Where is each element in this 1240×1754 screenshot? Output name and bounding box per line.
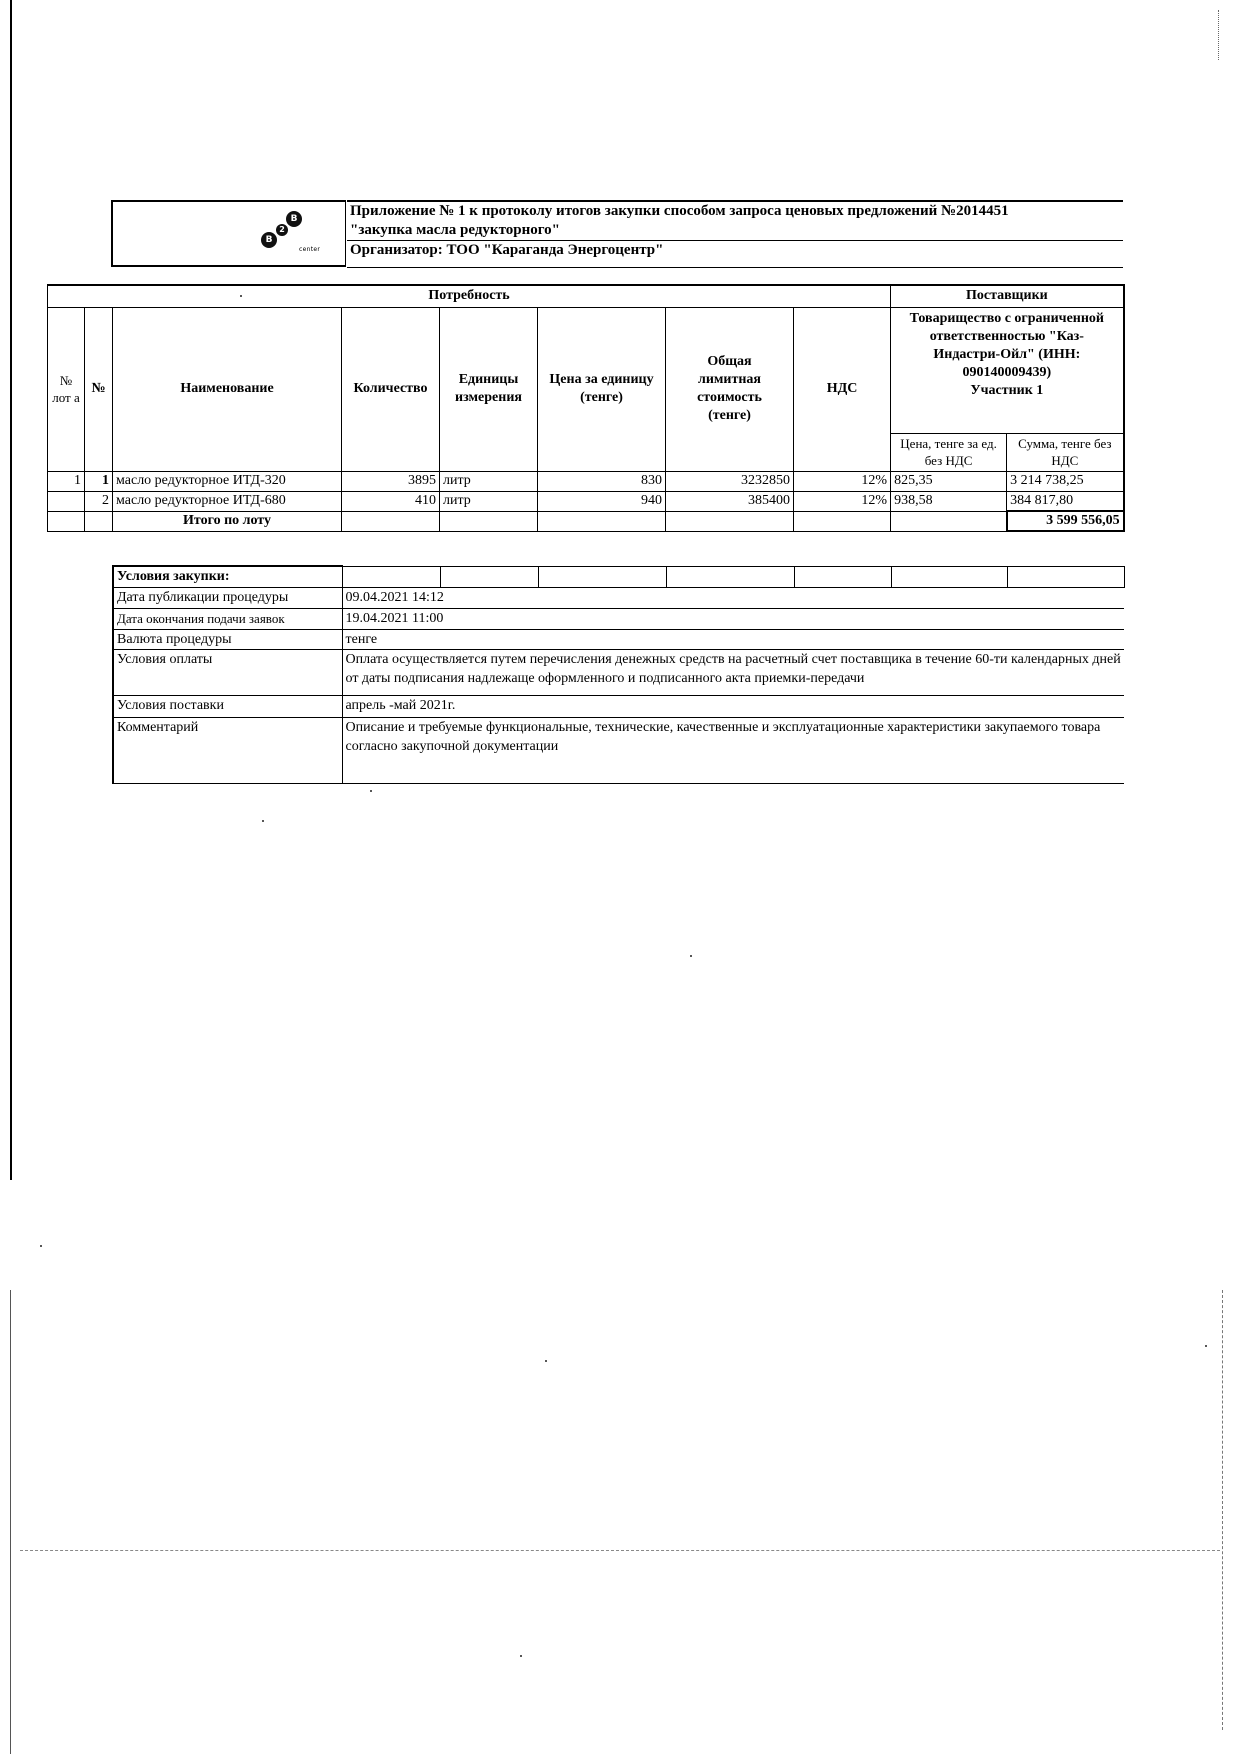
cell-empty [538,511,666,531]
cell-no: 1 [85,471,113,491]
logo-mark-b-right: B [286,211,302,227]
cell-empty [794,511,891,531]
scan-right-ticks [1208,1290,1223,1730]
scan-speck [690,955,692,957]
header-title: Приложение № 1 к протоколу итогов закупки способом запроса ценовых предложений №2014451 [350,203,1009,219]
conditions-title: Условия закупки: [113,566,342,587]
supplier-name: Товарищество с ограниченной ответственностью "Каз-Индастри-Ойл" (ИНН: 090140009439) [909,310,1104,380]
scan-speck [262,820,264,822]
col-header-price: Цена за единицу (тенге) [538,307,666,471]
logo-mark-b-left: B [261,232,277,248]
condition-row [113,587,1124,608]
cell-empty [666,566,794,587]
cell-lot: 1 [48,471,85,491]
cell-no: 2 [85,491,113,511]
scan-speck [240,295,242,297]
scan-edge-marks-right [1218,10,1225,60]
cell-unit: литр [440,471,538,491]
scan-speck [520,1655,522,1657]
cell-price: 830 [538,471,666,491]
logo-mark-2: 2 [276,224,288,236]
header-text [347,200,1123,268]
cell-unit: литр [440,491,538,511]
total-label: Итого по лоту [113,511,342,531]
supplier-participant: Участник 1 [970,382,1044,398]
col-header-no: № [85,307,113,471]
condition-value-comment: Описание и требуемые функциональные, технические, качественные и эксплуатационные характеристики закупаемого товара согласно закупочной документации [342,717,1124,783]
cell-empty [440,511,538,531]
cell-vat: 12% [794,491,891,511]
condition-value-delivery: апрель -май 2021г. [342,695,1124,717]
cell-total: 385400 [666,491,794,511]
condition-value-deadline: 19.04.2021 11:00 [342,608,1124,629]
table-row-total [48,511,1124,531]
cell-vat: 12% [794,471,891,491]
scan-speck [545,1360,547,1362]
condition-row [113,717,1124,783]
group-header-need: Потребность [48,285,891,307]
header-subject: "закупка масла редукторного" [350,222,560,238]
condition-label-currency: Валюта процедуры [113,629,342,649]
condition-row [113,695,1124,717]
condition-row [113,629,1124,649]
cell-empty [85,511,113,531]
logo-wordmark: center [299,246,321,253]
logo-cell [111,200,346,267]
scan-edge-line-left [10,0,12,1180]
cell-supplier-sum: 3 214 738,25 [1007,471,1124,491]
cell-lot [48,491,85,511]
cell-empty [48,511,85,531]
cell-empty [1007,566,1124,587]
condition-label-comment: Комментарий [113,717,342,783]
col-header-vat: НДС [794,307,891,471]
cell-empty [891,511,1007,531]
conditions-table [112,565,1125,784]
total-sum: 3 599 556,05 [1007,511,1124,531]
condition-value-currency: тенге [342,629,1124,649]
header-organizer: Организатор: ТОО "Караганда Энергоцентр" [347,240,1123,260]
cell-empty [891,566,1007,587]
cell-supplier-price: 938,58 [891,491,1007,511]
cell-name: масло редукторное ИТД-680 [113,491,342,511]
cell-name: масло редукторное ИТД-320 [113,471,342,491]
cell-supplier-sum: 384 817,80 [1007,491,1124,511]
col-header-lot-no: № лот а [48,307,85,471]
cell-empty [666,511,794,531]
sub-header-sum: Сумма, тенге без НДС [1007,433,1124,471]
condition-label-delivery: Условия поставки [113,695,342,717]
cell-price: 940 [538,491,666,511]
col-header-qty: Количество [342,307,440,471]
condition-label-payment: Условия оплаты [113,649,342,695]
table-row [48,471,1124,491]
condition-value-payment: Оплата осуществляется путем перечисления денежных средств на расчетный счет поставщика в течение 60-ти календарных дней от даты подписания надлежаще оформленного и подписанного акта приемки-передачи [342,649,1124,695]
cell-qty: 3895 [342,471,440,491]
table-row [48,491,1124,511]
scan-speck [370,790,372,792]
lot-table [47,284,1125,532]
cell-empty [440,566,538,587]
scan-dotted-line-bottom [20,1550,1220,1551]
col-header-name: Наименование [113,307,342,471]
condition-label-publication-date: Дата публикации процедуры [113,587,342,608]
cell-total: 3232850 [666,471,794,491]
cell-empty [538,566,666,587]
supplier-header [891,307,1124,433]
cell-qty: 410 [342,491,440,511]
scan-speck [1205,1345,1207,1347]
sub-header-unit-price: Цена, тенге за ед. без НДС [891,433,1007,471]
cell-supplier-price: 825,35 [891,471,1007,491]
cell-empty [342,511,440,531]
group-header-suppliers: Поставщики [891,285,1124,307]
col-header-total: Общая лимитная стоимость (тенге) [666,307,794,471]
protocol-header [111,200,1123,265]
cell-empty [342,566,440,587]
condition-value-publication-date: 09.04.2021 14:12 [342,587,1124,608]
scan-edge-line-left-lower [10,1290,11,1754]
condition-row [113,649,1124,695]
condition-row [113,608,1124,629]
col-header-unit: Единицы измерения [440,307,538,471]
condition-label-deadline: Дата окончания подачи заявок [113,608,342,629]
scan-speck [40,1245,42,1247]
cell-empty [794,566,891,587]
